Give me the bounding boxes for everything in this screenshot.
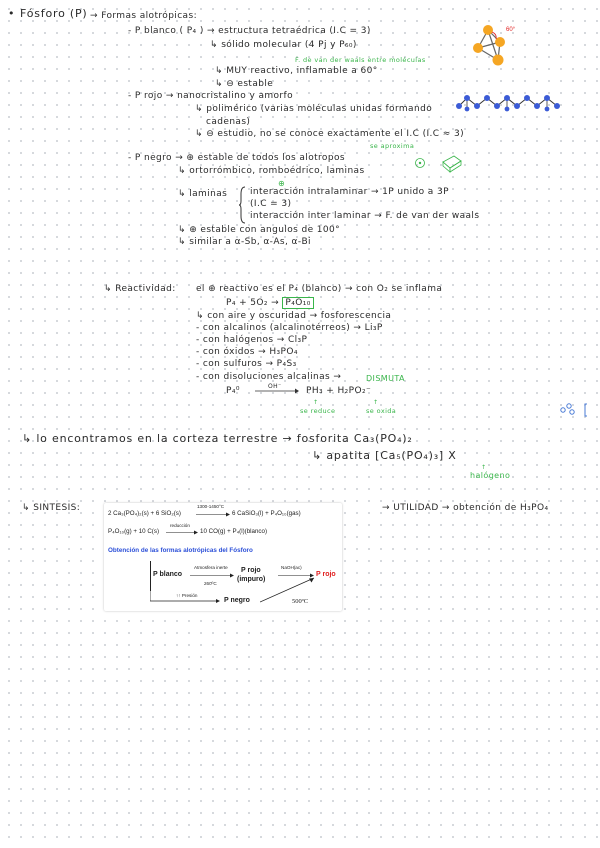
synthesis-eq1-arrow [196,512,230,517]
reduce-label: se reduce [300,407,336,415]
synthesis-eq1-right: 6 CaSiO₃(l) + P₄O₁₀(gas) [232,510,301,517]
temp-260: 260ºC [204,581,217,586]
interlaminar-note: interacción inter laminar → F. de van der waals [250,211,480,221]
synthesis-title: ↳ SINTESIS: [22,503,81,513]
ic-note: (I.C = 3) [250,199,292,209]
intralaminar-note: interacción intralaminar → 1P unido a 3P [250,187,449,197]
oxidize-label: se oxida [366,407,397,415]
red-chain-figure [453,92,568,117]
p-red-impure-node: P rojo [241,567,261,574]
disproportion-arrow [255,388,299,394]
laminas-label: ↳ laminas [178,189,228,199]
disproportion-reactant: P₄⁰ [226,386,240,396]
brace-mark [239,186,247,224]
reactivity-title: ↳ Reactividad: [104,284,176,294]
black-to-red-arrow [260,575,318,605]
combustion-equation: P₄ + 5O₂ → P₄O₁₀ [226,298,314,309]
white-to-black-arrow [150,588,220,608]
edge-toolbar-icons[interactable] [557,400,597,420]
reactivity-item-6: - con disoluciones alcalinas → [196,372,342,382]
disproportion-products: PH₃ + H₂PO₂⁻ [306,386,372,396]
page-title: Fósforo (P) [20,7,88,20]
halogen-arrow: ↑ [481,464,487,471]
disproportion-condition: OH⁻ [268,383,282,390]
atmosphere-condition: Atmosfera inerte [194,565,228,570]
synthesis-heading: Obtención de las formas alotrópicas del Fósforo [108,547,253,554]
stable-angle-note: ↳ ⊕ estable con angulos de 100° [178,225,341,235]
halogen-label: halógeno [470,471,511,480]
angle-label: 60° [506,27,516,33]
synthesis-eq2-right: 10 CO(g) + P₄(l)(blanco) [200,528,267,535]
red-phosphorus-label: - P rojo → nanocristalino y amorfo [128,91,294,101]
white-stable-note: ↳ ⊖ estable [215,79,274,89]
product-box: P₄O₁₀ [282,297,313,309]
pressure-condition: ↑↑ Presión [176,593,198,598]
oxidize-arrow: ↑ [373,399,379,406]
p-red-node: P rojo [316,571,336,578]
black-phosphorus-label: - P negro → ⊕ estable de todos los alotropos [128,153,345,163]
black-ortho-note: ↳ ortorrómbico, romboédrico, laminas [178,166,365,176]
green-plus-mark: ⊕ [278,179,286,188]
temp-500: 500ºC [292,598,309,605]
crust-line-1: ↳ lo encontramos en la corteza terrestre → fosforita Ca₃(PO₄)₂ [22,432,413,445]
impure-label: (impuro) [237,576,266,583]
white-to-red-arrow [190,573,234,578]
p-black-node: P negro [224,597,250,604]
reactivity-item-1: ↳ con aire y oscuridad → fosforescencia [196,311,392,321]
bullet: • [8,7,16,20]
red-polymer-note: ↳ polimérico (varias moléculas unidas formando [195,104,433,114]
synthesis-use: → UTILIDAD → obtención de H₃PO₄ [382,503,549,513]
reactivity-item-5: - con sulfuros → P₄S₃ [196,359,297,369]
red-state-note: ↳ ⊖ estudio, no se conoce exactamente el I.C (I.C ≈ 3) [195,129,464,139]
reactivity-item-2: - con alcalinos (alcalinotérreos) → Li₃P [196,323,383,333]
dismutation-label: DISMUTA [366,374,405,383]
crust-line-2: ↳ apatita [Ca₅(PO₄)₃] X [312,449,457,462]
reactivity-line: el ⊕ reactivo es el P₄ (blanco) → con O₂ se inflama [196,284,443,294]
synthesis-eq1-left: 2 Ca₃(PO₄)₂(s) + 6 SiO₂(s) [108,510,181,517]
white-phosphorus-label: - P blanco ( P₄ ) → estructura tetraédrica (I.C = 3) [128,26,371,36]
diagram-bracket [150,561,151,591]
approx-note: se aproxima [370,142,415,150]
allotropes-heading: → Formas alotrópicas: [90,11,197,21]
green-circle-sketch [414,157,426,169]
reactivity-item-4: - con óxidos → H₃PO₄ [196,347,298,357]
synthesis-eq2-condition: reducción [170,523,190,528]
synthesis-screenshot [104,503,342,611]
white-solid-note: ↳ sólido molecular (4 Pj y P₆₀) [210,40,357,50]
synthesis-eq2-arrow [166,530,198,535]
vdw-note: F. de van der waals entre moléculas [295,56,426,64]
synthesis-eq2-left: P₄O₁₀(g) + 10 C(s) [108,528,160,535]
reduce-arrow: ↑ [313,399,319,406]
synthesis-eq1-condition: 1300-1450°C [197,504,225,509]
reactivity-item-3: - con halógenos → Cl₃P [196,335,308,345]
red-chains-note: cadenas) [206,117,251,127]
white-reactive-note: ↳ MUY reactivo, inflamable a 60° [215,66,378,76]
green-block-sketch [440,152,464,174]
p-white-node: P blanco [153,571,183,578]
similar-note: ↳ similar a α-Sb, α-As, α-Bi [178,237,311,247]
naoh-condition: NaOH(ac) [281,565,302,570]
tetrahedron-figure [470,20,525,72]
